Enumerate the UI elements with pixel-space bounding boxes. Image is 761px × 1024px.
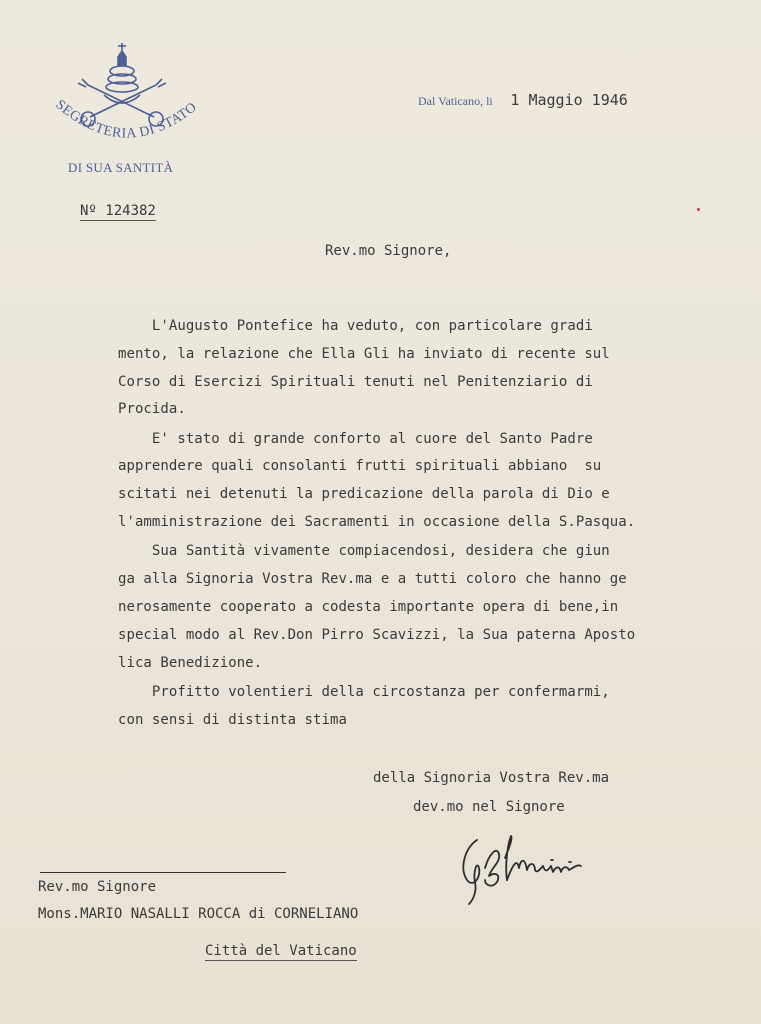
dateline — [418, 90, 628, 109]
protocol-number: Nº 124382 — [80, 203, 156, 219]
body-line: apprendere quali consolanti frutti spirituali abbiano su — [118, 458, 602, 474]
body-line: lica Benedizione. — [118, 655, 263, 671]
office-arc-text: SEGRETERIA DI STATO — [52, 97, 201, 142]
body-line: E' stato di grande conforto al cuore del Santo Padre — [118, 431, 593, 447]
body-line: Corso di Esercizi Spirituali tenuti nel Penitenziario di — [118, 374, 593, 390]
addressee-title: Rev.mo Signore — [38, 879, 157, 895]
body-line: Sua Santità vivamente compiacendosi, desidera che giun — [118, 543, 610, 559]
body-line: ga alla Signoria Vostra Rev.ma e a tutti coloro che hanno ge — [118, 571, 627, 587]
paper-speck — [697, 208, 700, 211]
date-place: Dal Vaticano, li — [418, 94, 493, 108]
addressee-divider — [40, 872, 286, 873]
body-line: L'Augusto Pontefice ha veduto, con particolare gradi — [118, 318, 593, 334]
body-line: scitati nei detenuti la predicazione della parola di Dio e — [118, 486, 610, 502]
closing-line-2: dev.mo nel Signore — [413, 799, 565, 815]
body-line: Profitto volentieri della circostanza per confermarmi, — [118, 684, 610, 700]
body-line: con sensi di distinta stima — [118, 712, 347, 728]
body-line: special modo al Rev.Don Pirro Scavizzi, la Sua paterna Aposto — [118, 627, 636, 643]
closing-line-1: della Signoria Vostra Rev.ma — [373, 770, 610, 786]
handwritten-signature — [455, 828, 605, 908]
body-line: l'amministrazione dei Sacramenti in occasione della S.Pasqua. — [118, 514, 636, 530]
salutation: Rev.mo Signore, — [325, 243, 452, 259]
body-line: nerosamente cooperato a codesta importante opera di bene,in — [118, 599, 619, 615]
addressee-name: Mons.MARIO NASALLI ROCCA di CORNELIANO — [38, 906, 359, 922]
body-line: mento, la relazione che Ella Gli ha inviato di recente sul — [118, 346, 610, 362]
date-value: 1 Maggio 1946 — [510, 91, 628, 109]
addressee-city: Città del Vaticano — [205, 943, 357, 959]
office-subtitle: DI SUA SANTITÀ — [68, 160, 174, 175]
body-line: Procida. — [118, 401, 186, 417]
